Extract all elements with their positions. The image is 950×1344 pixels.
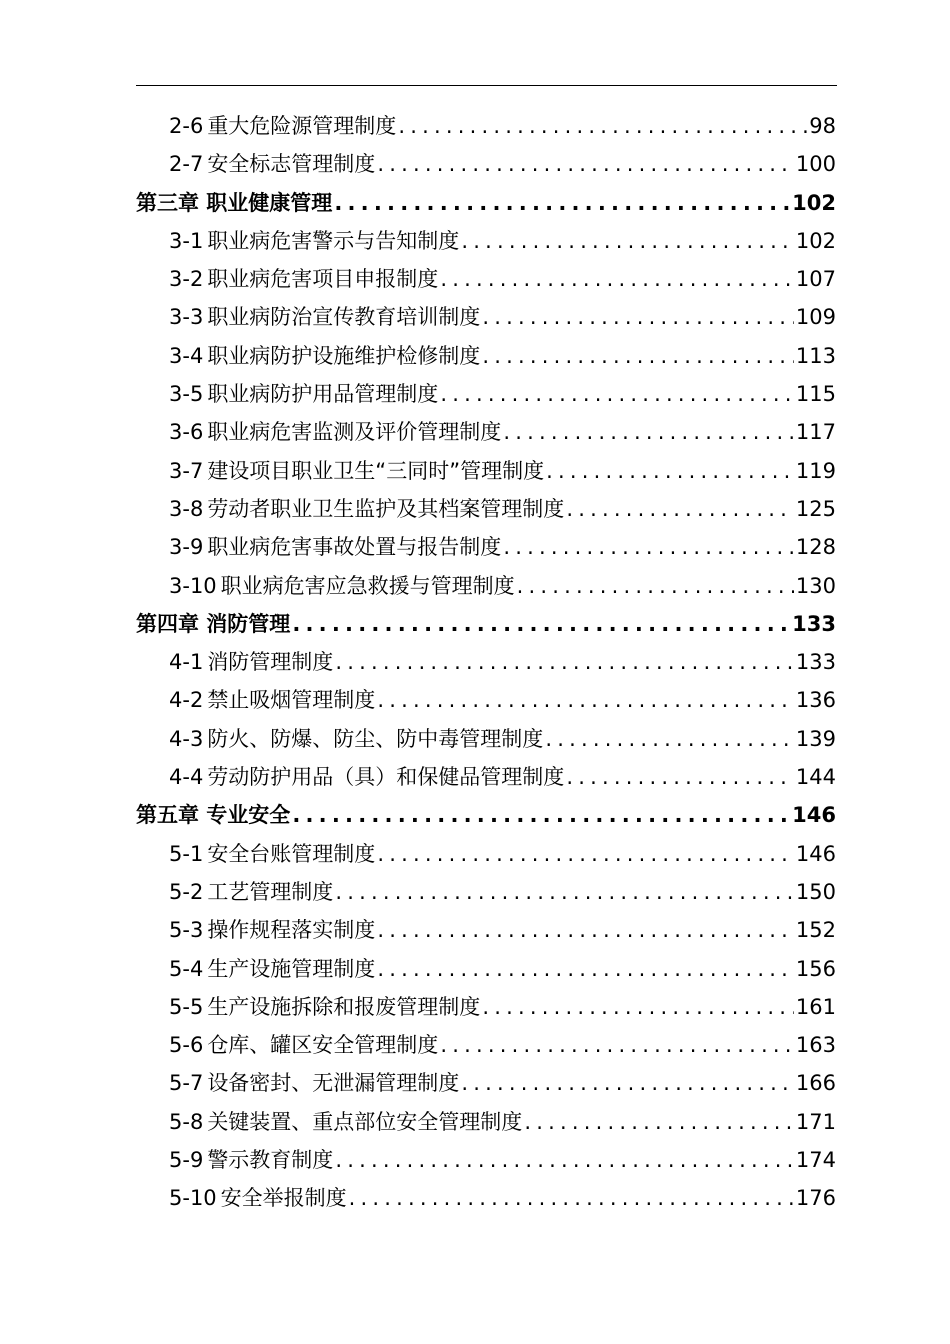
toc-page-number: 156: [795, 956, 836, 981]
toc-entry-title: 安全台账管理制度: [207, 841, 376, 866]
toc-dot-leader: [398, 107, 807, 145]
toc-section-row[interactable]: [136, 222, 836, 260]
toc-dot-leader: [440, 375, 794, 413]
toc-dot-leader: [335, 873, 794, 911]
toc-page-number: 98: [809, 114, 836, 138]
toc-entry-number: 5-8: [169, 1109, 204, 1134]
toc-dot-leader: [461, 222, 794, 260]
toc-entry-number: 5-2: [169, 879, 204, 904]
toc-section-row[interactable]: [136, 1064, 836, 1102]
toc-dot-leader: [482, 298, 794, 336]
toc-section-row[interactable]: [136, 145, 836, 183]
toc-page-number: 166: [795, 1071, 836, 1096]
toc-section-row[interactable]: [136, 988, 836, 1026]
toc-section-row[interactable]: [136, 298, 836, 336]
toc-dot-leader: [545, 720, 794, 758]
toc-entry-title: 重大危险源管理制度: [207, 114, 397, 138]
toc-entry-number: 4-4: [169, 765, 204, 790]
table-of-contents: [136, 107, 836, 1218]
toc-chapter-row[interactable]: [136, 796, 836, 834]
toc-dot-leader: [377, 145, 794, 183]
toc-page-number: 102: [792, 190, 836, 215]
toc-dot-leader: [440, 1026, 794, 1064]
toc-entry-title: 消防管理制度: [207, 650, 334, 675]
toc-entry-title: 第四章 消防管理: [136, 611, 291, 636]
toc-entry-title: 职业病危害项目申报制度: [207, 267, 439, 292]
toc-page-number: 171: [795, 1109, 836, 1134]
toc-entry-title: 职业病危害监测及评价管理制度: [207, 420, 502, 445]
toc-dot-leader: [292, 796, 790, 834]
toc-entry-number: 5-6: [169, 1033, 204, 1058]
toc-entry-number: 5-9: [169, 1148, 204, 1173]
toc-entry-title: 操作规程落实制度: [207, 918, 376, 943]
toc-section-row[interactable]: [136, 911, 836, 949]
toc-page-number: 152: [795, 918, 836, 943]
toc-section-row[interactable]: [136, 413, 836, 451]
toc-entry-number: 3-1: [169, 228, 204, 253]
toc-entry-number: 3-3: [169, 305, 204, 330]
toc-page-number: 174: [795, 1148, 836, 1173]
toc-dot-leader: [546, 452, 794, 490]
toc-entry-number: 2-6: [169, 114, 204, 138]
toc-entry-title: 关键装置、重点部位安全管理制度: [207, 1109, 523, 1134]
toc-entry-number: 3-6: [169, 420, 204, 445]
toc-section-row[interactable]: [136, 107, 836, 145]
toc-entry-number: 3-8: [169, 496, 204, 521]
toc-section-row[interactable]: [136, 337, 836, 375]
toc-entry-title: 设备密封、无泄漏管理制度: [207, 1071, 460, 1096]
toc-page-number: 150: [795, 879, 836, 904]
toc-page-number: 102: [795, 228, 836, 253]
toc-entry-title: 安全举报制度: [220, 1186, 347, 1211]
toc-section-row[interactable]: [136, 835, 836, 873]
toc-page-number: 146: [792, 803, 836, 828]
toc-section-row[interactable]: [136, 375, 836, 413]
toc-dot-leader: [482, 337, 794, 375]
toc-page-number: 133: [792, 611, 836, 636]
toc-entry-number: 5-10: [169, 1186, 217, 1211]
toc-dot-leader: [334, 184, 790, 222]
toc-entry-title: 警示教育制度: [207, 1148, 334, 1173]
toc-entry-number: 5-3: [169, 918, 204, 943]
toc-entry-number: 4-2: [169, 688, 204, 713]
toc-dot-leader: [335, 1141, 794, 1179]
toc-page-number: 117: [795, 420, 836, 445]
toc-page-number: 136: [795, 688, 836, 713]
toc-entry-number: 4-1: [169, 650, 204, 675]
toc-entry-number: 3-4: [169, 343, 204, 368]
toc-entry-number: 3-7: [169, 458, 204, 483]
toc-entry-title: 禁止吸烟管理制度: [207, 688, 376, 713]
toc-entry-title: 安全标志管理制度: [207, 152, 376, 177]
toc-dot-leader: [461, 1064, 794, 1102]
toc-section-row[interactable]: [136, 260, 836, 298]
toc-entry-title: 工艺管理制度: [207, 879, 334, 904]
toc-page-number: 144: [795, 765, 836, 790]
toc-section-row[interactable]: [136, 1141, 836, 1179]
toc-dot-leader: [566, 758, 794, 796]
toc-page-number: 128: [795, 535, 836, 560]
toc-dot-leader: [503, 528, 794, 566]
toc-page-number: 125: [795, 496, 836, 521]
toc-dot-leader: [517, 567, 794, 605]
toc-entry-number: 3-10: [169, 573, 217, 598]
toc-entry-title: 第五章 专业安全: [136, 803, 291, 828]
toc-dot-leader: [377, 911, 794, 949]
toc-section-row[interactable]: [136, 643, 836, 681]
toc-section-row[interactable]: [136, 681, 836, 719]
toc-dot-leader: [482, 988, 794, 1026]
toc-section-row[interactable]: [136, 950, 836, 988]
toc-entry-number: 5-7: [169, 1071, 204, 1096]
toc-entry-number: 3-9: [169, 535, 204, 560]
toc-entry-number: 5-4: [169, 956, 204, 981]
toc-entry-number: 5-5: [169, 994, 204, 1019]
toc-section-row[interactable]: [136, 567, 836, 605]
toc-dot-leader: [292, 605, 790, 643]
toc-entry-title: 职业病危害应急救援与管理制度: [220, 573, 515, 598]
toc-entry-title: 劳动防护用品（具）和保健品管理制度: [207, 765, 565, 790]
toc-entry-number: 5-1: [169, 841, 204, 866]
toc-dot-leader: [349, 1179, 794, 1217]
toc-entry-number: 3-5: [169, 382, 204, 407]
toc-chapter-row[interactable]: [136, 605, 836, 643]
toc-entry-number: 4-3: [169, 726, 204, 751]
toc-entry-title: 防火、防爆、防尘、防中毒管理制度: [207, 726, 544, 751]
toc-section-row[interactable]: [136, 452, 836, 490]
toc-entry-title: 职业病危害事故处置与报告制度: [207, 535, 502, 560]
toc-dot-leader: [377, 950, 794, 988]
toc-entry-title: 职业病危害警示与告知制度: [207, 228, 460, 253]
toc-entry-number: 3-2: [169, 267, 204, 292]
toc-dot-leader: [335, 643, 794, 681]
toc-dot-leader: [524, 1103, 794, 1141]
toc-page-number: 119: [795, 458, 836, 483]
toc-section-row[interactable]: [136, 758, 836, 796]
toc-page-number: 113: [795, 343, 836, 368]
toc-entry-title: 仓库、罐区安全管理制度: [207, 1033, 439, 1058]
toc-page-number: 176: [795, 1186, 836, 1211]
toc-section-row[interactable]: [136, 1026, 836, 1064]
toc-entry-title: 建设项目职业卫生“三同时”管理制度: [207, 458, 545, 483]
toc-page-number: 146: [795, 841, 836, 866]
toc-entry-title: 劳动者职业卫生监护及其档案管理制度: [207, 496, 565, 521]
toc-dot-leader: [440, 260, 794, 298]
toc-section-row[interactable]: [136, 1103, 836, 1141]
toc-entry-title: 生产设施管理制度: [207, 956, 376, 981]
toc-section-row[interactable]: [136, 490, 836, 528]
toc-dot-leader: [566, 490, 794, 528]
toc-section-row[interactable]: [136, 873, 836, 911]
toc-page-number: 109: [795, 305, 836, 330]
toc-page-number: 133: [795, 650, 836, 675]
toc-section-row[interactable]: [136, 528, 836, 566]
toc-dot-leader: [503, 413, 794, 451]
toc-section-row[interactable]: [136, 720, 836, 758]
toc-page-number: 100: [795, 152, 836, 177]
toc-entry-title: 生产设施拆除和报废管理制度: [207, 994, 481, 1019]
toc-entry-title: 职业病防治宣传教育培训制度: [207, 305, 481, 330]
toc-page-number: 130: [795, 573, 836, 598]
toc-entry-title: 第三章 职业健康管理: [136, 190, 333, 215]
toc-page-number: 107: [795, 267, 836, 292]
toc-dot-leader: [377, 681, 794, 719]
toc-section-row[interactable]: [136, 1179, 836, 1217]
toc-page-number: 115: [795, 382, 836, 407]
toc-entry-title: 职业病防护用品管理制度: [207, 382, 439, 407]
toc-entry-number: 2-7: [169, 152, 204, 177]
toc-page-number: 163: [795, 1033, 836, 1058]
toc-page-number: 139: [795, 726, 836, 751]
header-rule: [136, 85, 837, 86]
toc-page-number: 161: [795, 994, 836, 1019]
toc-dot-leader: [377, 835, 794, 873]
toc-chapter-row[interactable]: [136, 184, 836, 222]
toc-entry-title: 职业病防护设施维护检修制度: [207, 343, 481, 368]
